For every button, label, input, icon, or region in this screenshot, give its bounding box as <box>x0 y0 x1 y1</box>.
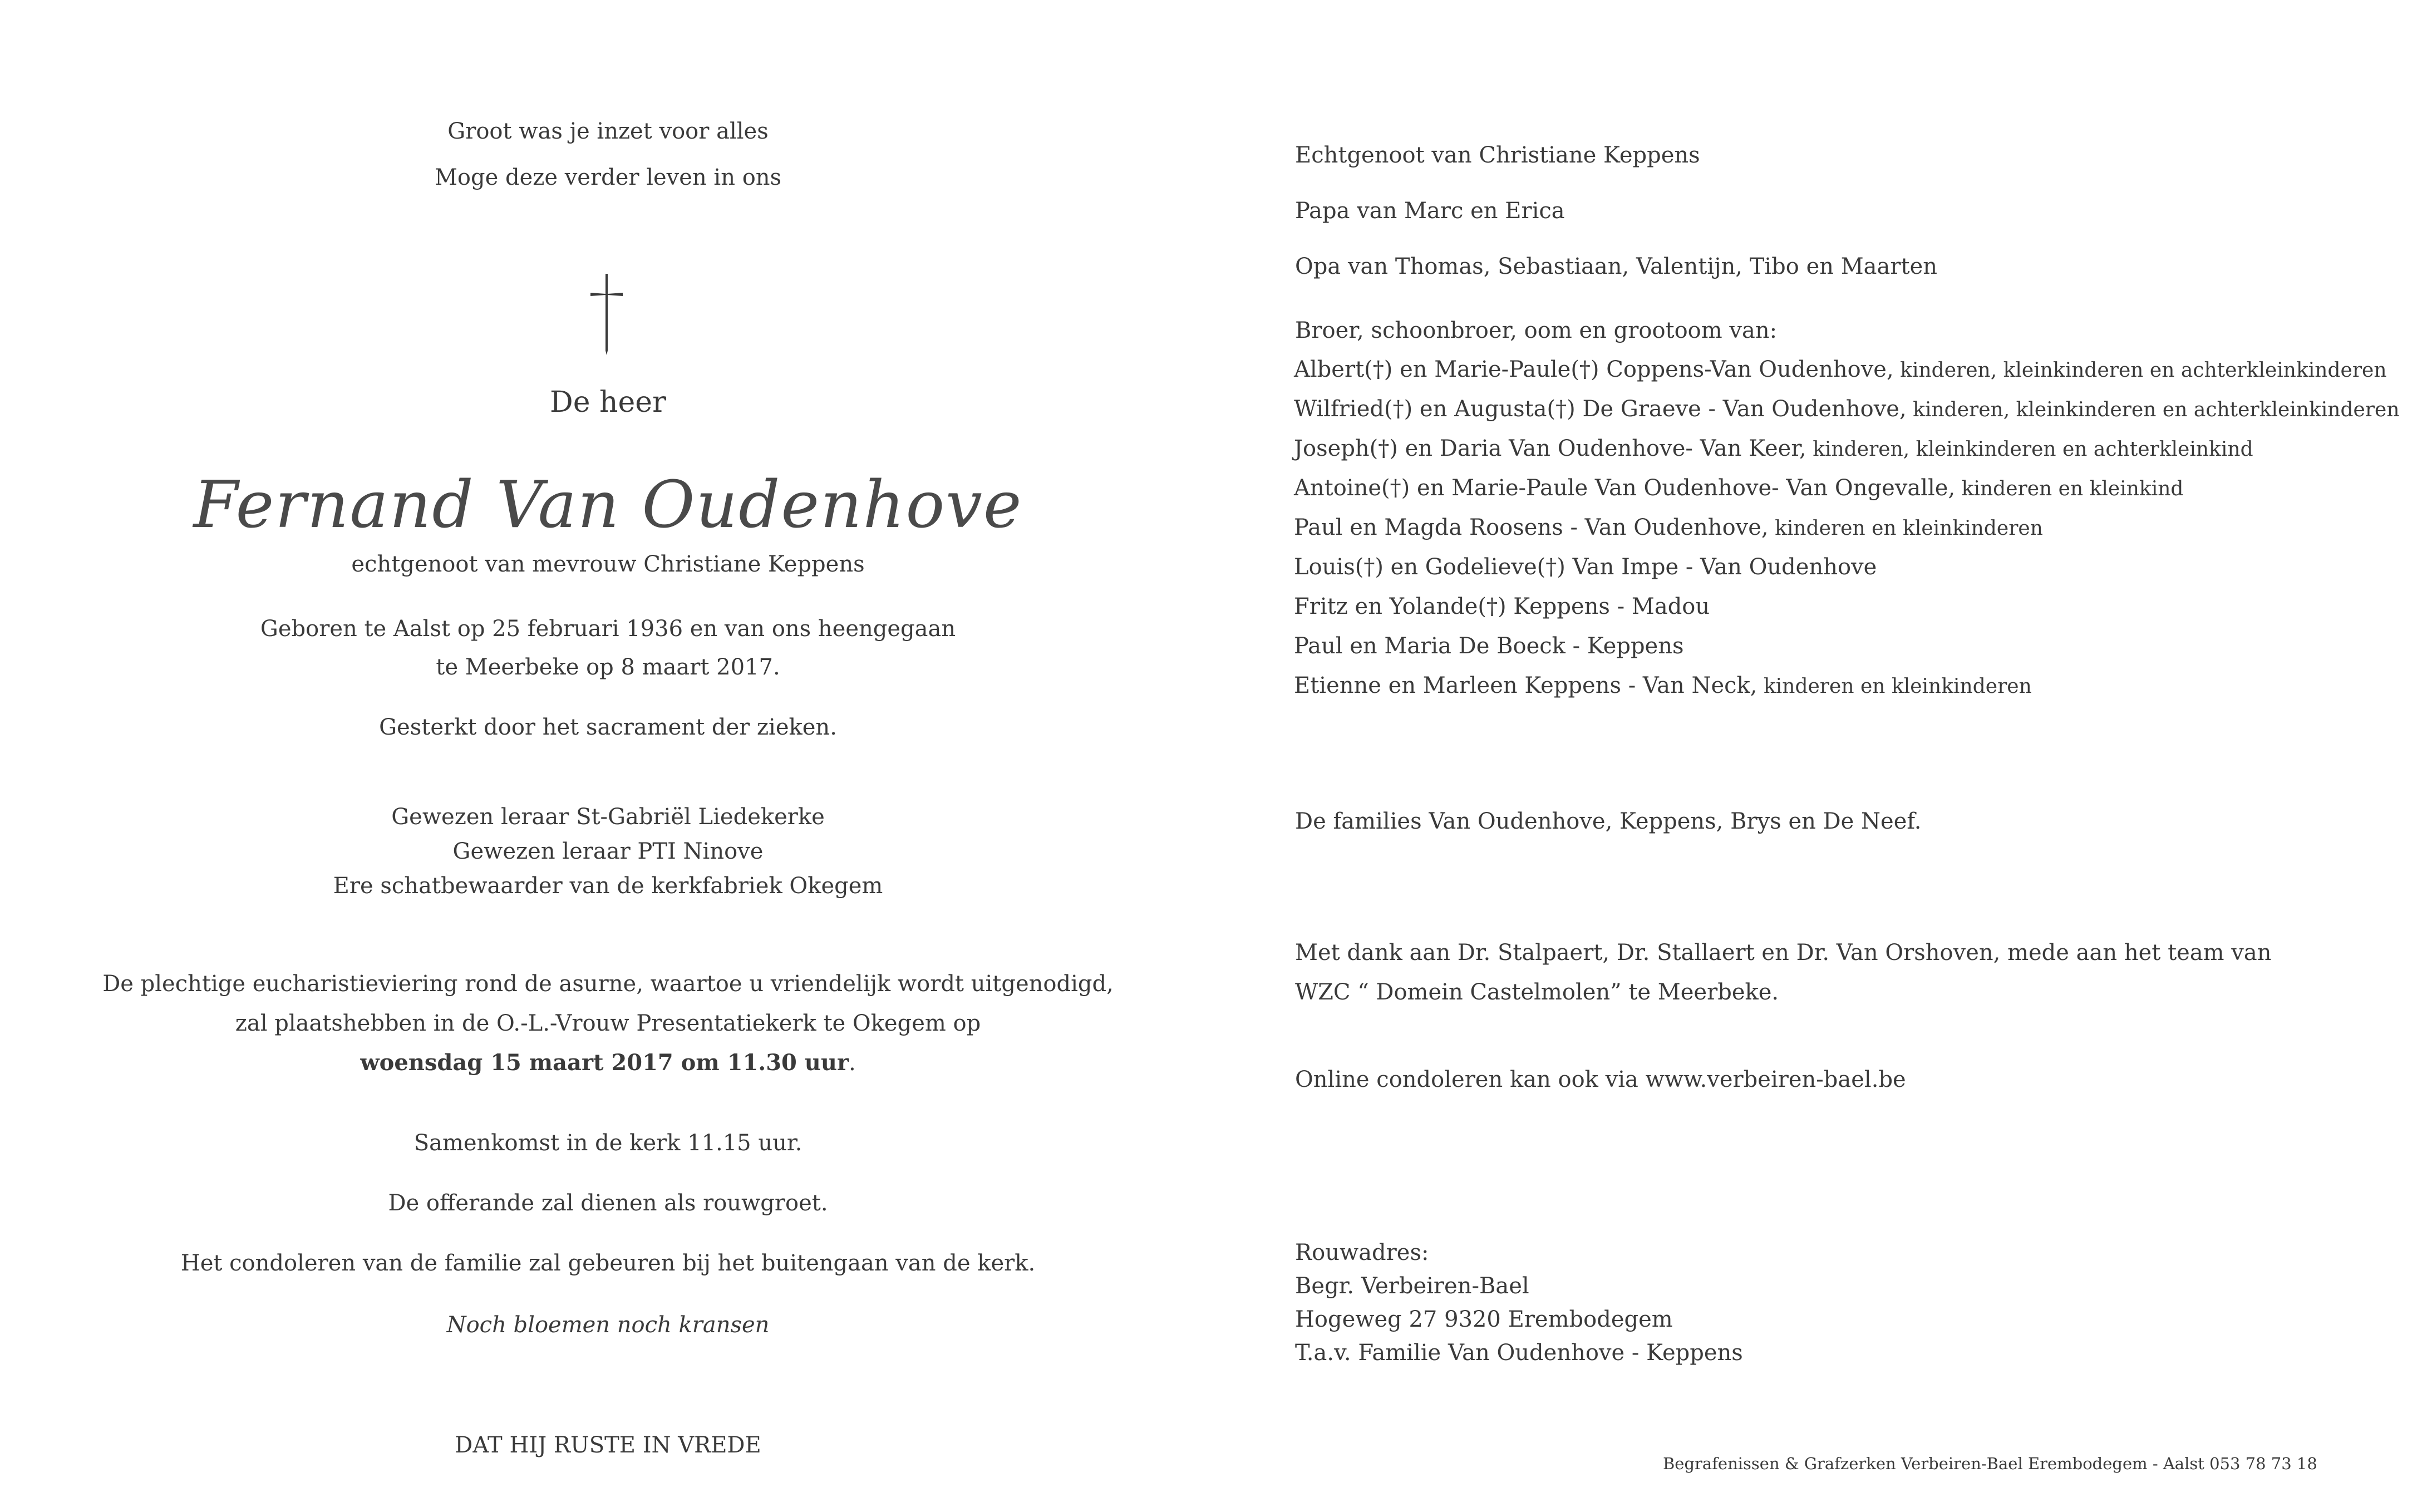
birth-line-1: Geboren te Aalst op 25 februari 1936 en van ons heengegaan <box>260 616 956 642</box>
service-line-1: De plechtige eucharistieviering rond de asurne, waartoe u vriendelijk wordt uitgenodigd, <box>102 971 1114 997</box>
service-date: woensdag 15 maart 2017 om 11.30 uur <box>360 1050 849 1076</box>
service-line-2: zal plaatshebben in de O.-L.-Vrouw Presentatiekerk te Okegem op <box>235 1011 981 1036</box>
address-label: Rouwadres: <box>1295 1240 1429 1265</box>
sibling-row: Wilfried(†) en Augusta(†) De Graeve - Van Oudenhove, kinderen, kleinkinderen en achterkleinkinderen <box>1294 396 2400 422</box>
families-line: De families Van Oudenhove, Keppens, Brys en De Neef. <box>1295 809 1922 834</box>
funeral-home-footer: Begrafenissen & Grafzerken Verbeiren-Bael Erembodegem - Aalst 053 78 73 18 <box>1663 1454 2317 1473</box>
no-flowers-line: Noch bloemen noch kransen <box>446 1312 770 1338</box>
address-line-1: Begr. Verbeiren-Bael <box>1295 1273 1529 1299</box>
thanks-line-1: Met dank aan Dr. Stalpaert, Dr. Stallaert en Dr. Van Orshoven, mede aan het team van <box>1295 940 2272 966</box>
rest-in-peace: DAT HIJ RUSTE IN VREDE <box>455 1432 761 1458</box>
sibling-row: Albert(†) en Marie-Paule(†) Coppens-Van Oudenhove, kinderen, kleinkinderen en achterkleinkinderen <box>1294 357 2387 382</box>
career-line-3: Ere schatbewaarder van de kerkfabriek Okegem <box>333 873 883 899</box>
service-date-line <box>0 1050 1216 1076</box>
offering-line: De offerande zal dienen als rouwgroet. <box>388 1190 828 1216</box>
right-page <box>1216 0 2432 1512</box>
deceased-name: Fernand Van Oudenhove <box>193 467 1023 543</box>
sibling-row: Fritz en Yolande(†) Keppens - Madou <box>1294 594 1710 619</box>
career-line-1: Gewezen leraar St-Gabriël Liedekerke <box>391 804 825 830</box>
siblings-header: Broer, schoonbroer, oom en grootoom van: <box>1295 318 1778 343</box>
birth-line-2: te Meerbeke op 8 maart 2017. <box>436 654 780 680</box>
verse-line-2: Moge deze verder leven in ons <box>434 165 782 190</box>
sibling-row: Paul en Magda Roosens - Van Oudenhove, kinderen en kleinkinderen <box>1294 515 2043 540</box>
service-date-period: . <box>849 1050 856 1076</box>
sibling-row: Louis(†) en Godelieve(†) Van Impe - Van Oudenhove <box>1294 554 1877 580</box>
sibling-row: Paul en Maria De Boeck - Keppens <box>1294 633 1684 659</box>
address-line-2: Hogeweg 27 9320 Erembodegem <box>1295 1307 1673 1332</box>
title-de-heer: De heer <box>550 386 666 419</box>
sibling-row: Joseph(†) en Daria Van Oudenhove- Van Keer, kinderen, kleinkinderen en achterkleinkind <box>1294 436 2253 461</box>
sacrament-line: Gesterkt door het sacrament der zieken. <box>379 715 837 740</box>
career-line-2: Gewezen leraar PTI Ninove <box>452 839 764 864</box>
spouse-of: Echtgenoot van Christiane Keppens <box>1295 142 1700 168</box>
online-condolences: Online condoleren kan ook via www.verbeiren-bael.be <box>1295 1067 1906 1092</box>
gathering-line: Samenkomst in de kerk 11.15 uur. <box>413 1130 803 1156</box>
thanks-line-2: WZC “ Domein Castelmolen” te Meerbeke. <box>1295 979 1779 1005</box>
sibling-row: Etienne en Marleen Keppens - Van Neck, kinderen en kleinkinderen <box>1294 673 2032 698</box>
condolences-line: Het condoleren van de familie zal gebeuren bij het buitengaan van de kerk. <box>180 1250 1036 1276</box>
father-of: Papa van Marc en Erica <box>1295 198 1565 224</box>
spouse-line: echtgenoot van mevrouw Christiane Keppens <box>351 551 865 577</box>
verse-line-1: Groot was je inzet voor alles <box>447 119 769 144</box>
grandfather-of: Opa van Thomas, Sebastiaan, Valentijn, Tibo en Maarten <box>1295 254 1938 279</box>
sibling-row: Antoine(†) en Marie-Paule Van Oudenhove- Van Ongevalle, kinderen en kleinkind <box>1294 475 2184 501</box>
address-line-3: T.a.v. Familie Van Oudenhove - Keppens <box>1295 1340 1743 1366</box>
cross-icon <box>587 273 626 356</box>
